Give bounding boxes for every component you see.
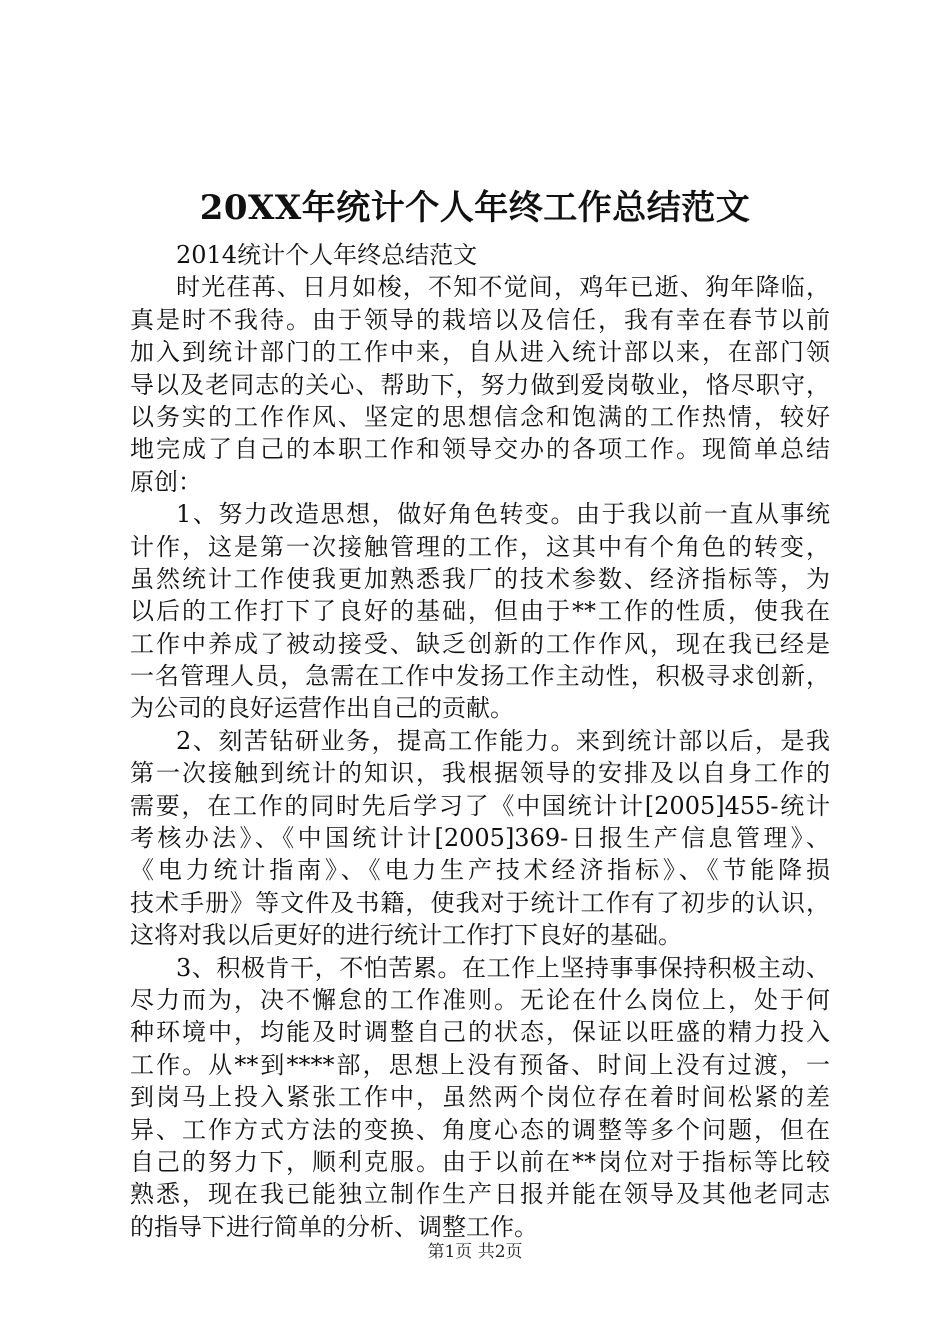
body-text-line: 1、努力改造思想，做好角色转变。由于我以前一直从事统 [176,500,830,529]
body-text-line: 熟悉，现在我已能独立制作生产日报并能在领导及其他老同志 [130,1180,830,1209]
body-text-line: 第一次接触到统计的知识，我根据领导的安排及以自身工作的 [130,759,830,788]
body-text-line: 的指导下进行简单的分析、调整工作。 [130,1212,538,1241]
body-text-line: 自己的努力下，顺利克服。由于以前在**岗位对于指标等比较 [130,1147,830,1176]
body-text-line: 《电力统计指南》、《电力生产技术经济指标》、《节能降损 [130,856,830,885]
body-text-line: 计作，这是第一次接触管理的工作，这其中有个角色的转变， [130,532,830,561]
body-text-line: 时光荏苒、日月如梭，不知不觉间，鸡年已逝、狗年降临， [176,273,830,302]
body-text-line: 2、刻苦钻研业务，提高工作能力。来到统计部以后，是我 [176,726,830,755]
body-text-line: 以后的工作打下了良好的基础，但由于**工作的性质，使我在 [130,597,830,626]
body-text-line: 原创： [130,467,202,496]
body-text-line: 技术手册》等文件及书籍，使我对于统计工作有了初步的认识， [130,888,830,917]
document-title: 20XX年统计个人年终工作总结范文 [199,188,751,228]
body-text-line: 以务实的工作作风、坚定的思想信念和饱满的工作热情，较好 [130,402,830,431]
body-text-line: 真是时不我待。由于领导的栽培以及信任，我有幸在春节以前 [130,305,830,334]
body-text-line: 一名管理人员，急需在工作中发扬工作主动性，积极寻求创新， [130,662,830,691]
body-text-line: 到岗马上投入紧张工作中，虽然两个岗位存在着时间松紧的差 [130,1083,830,1112]
body-text-line: 3、积极肯干，不怕苦累。在工作上坚持事事保持积极主动、 [176,953,830,982]
body-text-line: 这将对我以后更好的进行统计工作打下良好的基础。 [130,921,682,950]
page-footer: 第1页 共2页 [427,1242,523,1262]
body-text-line: 工作。从**到****部，思想上没有预备、时间上没有过渡，一 [130,1050,830,1079]
body-text-line: 种环境中，均能及时调整自己的状态，保证以旺盛的精力投入 [130,1018,830,1047]
body-text-line: 需要，在工作的同时先后学习了《中国统计计[2005]455-统计 [130,791,830,820]
body-text-line: 异、工作方式方法的变换、角度心态的调整等多个问题，但在 [130,1115,830,1144]
body-text-line: 导以及老同志的关心、帮助下，努力做到爱岗敬业，恪尽职守， [130,370,830,399]
body-text-line: 考核办法》、《中国统计计[2005]369-日报生产信息管理》、 [130,824,830,853]
body-text-line: 为公司的良好运营作出自己的贡献。 [130,694,514,723]
body-text-line: 虽然统计工作使我更加熟悉我厂的技术参数、经济指标等，为 [130,564,830,593]
body-text-line: 工作中养成了被动接受、缺乏创新的工作作风，现在我已经是 [130,629,830,658]
body-text-line: 尽力而为，决不懈怠的工作准则。无论在什么岗位上，处于何 [130,985,830,1014]
body-text-line: 2014统计个人年终总结范文 [176,241,478,269]
document-body [130,239,830,1243]
body-text-line: 地完成了自己的本职工作和领导交办的各项工作。现简单总结 [130,435,830,464]
body-text-line: 加入到统计部门的工作中来，自从进入统计部以来，在部门领 [130,338,830,367]
